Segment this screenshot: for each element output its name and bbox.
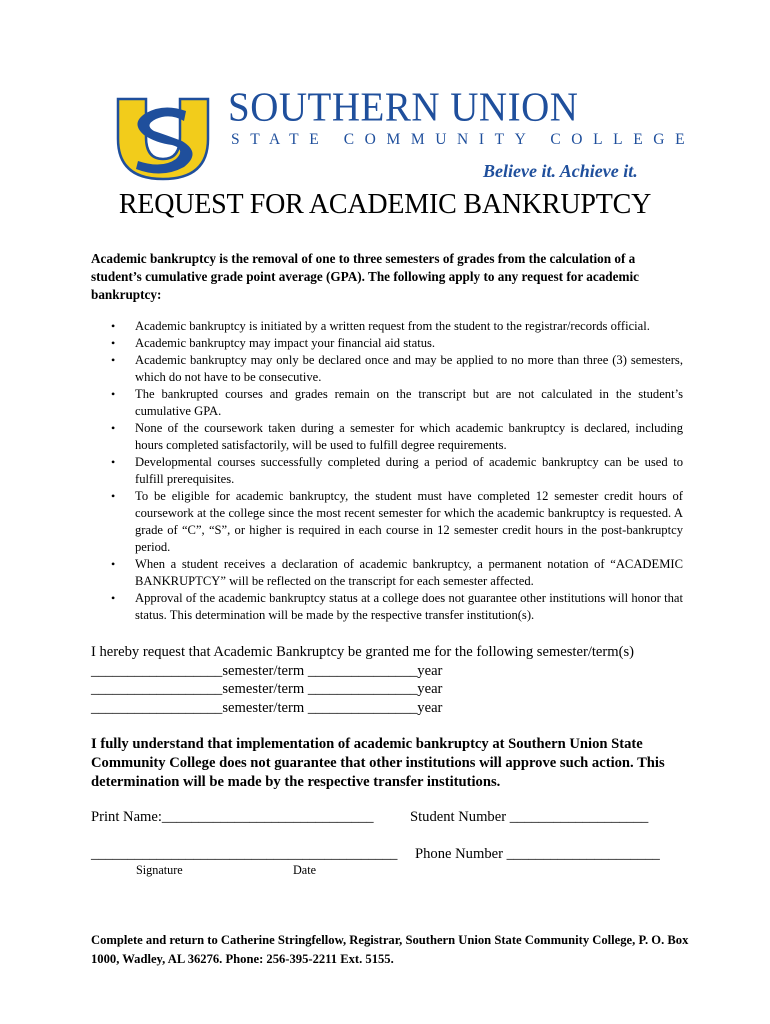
- college-tagline: Believe it. Achieve it.: [483, 161, 638, 181]
- bullet-icon: •: [111, 557, 116, 571]
- page-title: REQUEST FOR ACADEMIC BANKRUPTCY: [118, 189, 652, 220]
- phone-number-field[interactable]: Phone Number _____________________: [415, 846, 660, 862]
- list-item: [91, 386, 683, 420]
- list-item: [91, 335, 683, 352]
- list-item: [91, 420, 683, 454]
- rule-text: None of the coursework taken during a semester for which academic bankruptcy is declared, including hours completed satisfactorily, will be used to fulfill degree requirements.: [135, 421, 683, 452]
- signature-label: Signature: [136, 863, 183, 877]
- rule-text: Developmental courses successfully completed during a period of academic bankruptcy can be used to fulfill prerequisites.: [135, 455, 683, 486]
- bullet-icon: •: [111, 353, 116, 367]
- list-item: [91, 590, 683, 624]
- rule-text: Academic bankruptcy is initiated by a written request from the student to the registrar/records official.: [135, 319, 650, 333]
- list-item: [91, 488, 683, 556]
- acknowledgement-paragraph: I fully understand that implementation of academic bankruptcy at Southern Union State Community College does not guarantee that other institutions will approve such action. This determination will be made by the respective transfer institutions.: [91, 736, 665, 790]
- rule-text: Academic bankruptcy may impact your financial aid status.: [135, 336, 436, 350]
- rule-text: To be eligible for academic bankruptcy, the student must have completed 12 semester credit hours of coursework at the college since the most recent semester for which the academic bankruptcy is requested. A grade of “C”, “S”, or higher is required in each course in 12 semester credit hours in the post-bankruptcy period.: [135, 489, 683, 554]
- list-item: [91, 556, 683, 590]
- request-section: [91, 643, 683, 717]
- list-item: [91, 454, 683, 488]
- request-statement: I hereby request that Academic Bankruptcy be granted me for the following semester/term(s): [91, 644, 635, 660]
- return-instructions: Complete and return to Catherine Stringfellow, Registrar, Southern Union State Community College, P. O. Box 1000, Wadley, AL 36276. Phone: 256-395-2211 Ext. 5155.: [91, 933, 689, 966]
- bullet-icon: •: [111, 387, 116, 401]
- bullet-icon: •: [111, 591, 116, 605]
- rules-list: [91, 318, 683, 624]
- rule-text: Academic bankruptcy may only be declared once and may be applied to no more than three (3) semesters, which do not have to be consecutive.: [135, 353, 683, 384]
- student-number-field[interactable]: Student Number ___________________: [410, 809, 649, 825]
- bullet-icon: •: [111, 489, 116, 503]
- college-logo-icon: [116, 97, 210, 181]
- college-subtitle: STATE COMMUNITY COLLEGE: [231, 131, 696, 148]
- list-item: [91, 352, 683, 386]
- college-name: SOUTHERN UNION: [228, 84, 579, 131]
- print-name-field[interactable]: Print Name:_____________________________: [91, 809, 374, 825]
- rule-text: Approval of the academic bankruptcy status at a college does not guarantee other institutions will honor that status. This determination will be made by the respective transfer institution(s).: [135, 591, 683, 622]
- bullet-icon: •: [111, 421, 116, 435]
- bullet-icon: •: [111, 455, 116, 469]
- bullet-icon: •: [111, 336, 116, 350]
- list-item: [91, 318, 683, 335]
- rule-text: When a student receives a declaration of academic bankruptcy, a permanent notation of “ACADEMIC BANKRUPTCY” will be reflected on the transcript for each semester affected.: [135, 557, 683, 588]
- bullet-icon: •: [111, 319, 116, 333]
- rule-text: The bankrupted courses and grades remain on the transcript but are not calculated in the student’s cumulative GPA.: [135, 387, 683, 418]
- semester-term-row[interactable]: __________________semester/term _______________year: [91, 681, 443, 697]
- semester-term-row[interactable]: __________________semester/term _______________year: [91, 662, 443, 679]
- semester-term-row[interactable]: __________________semester/term _______________year: [91, 699, 443, 716]
- intro-paragraph: Academic bankruptcy is the removal of one to three semesters of grades from the calculation of a student’s cumulative grade point average (GPA). The following apply to any request for academic bankruptcy:: [91, 251, 639, 302]
- date-label: Date: [293, 863, 317, 877]
- signature-date-line[interactable]: __________________________________________: [91, 846, 398, 862]
